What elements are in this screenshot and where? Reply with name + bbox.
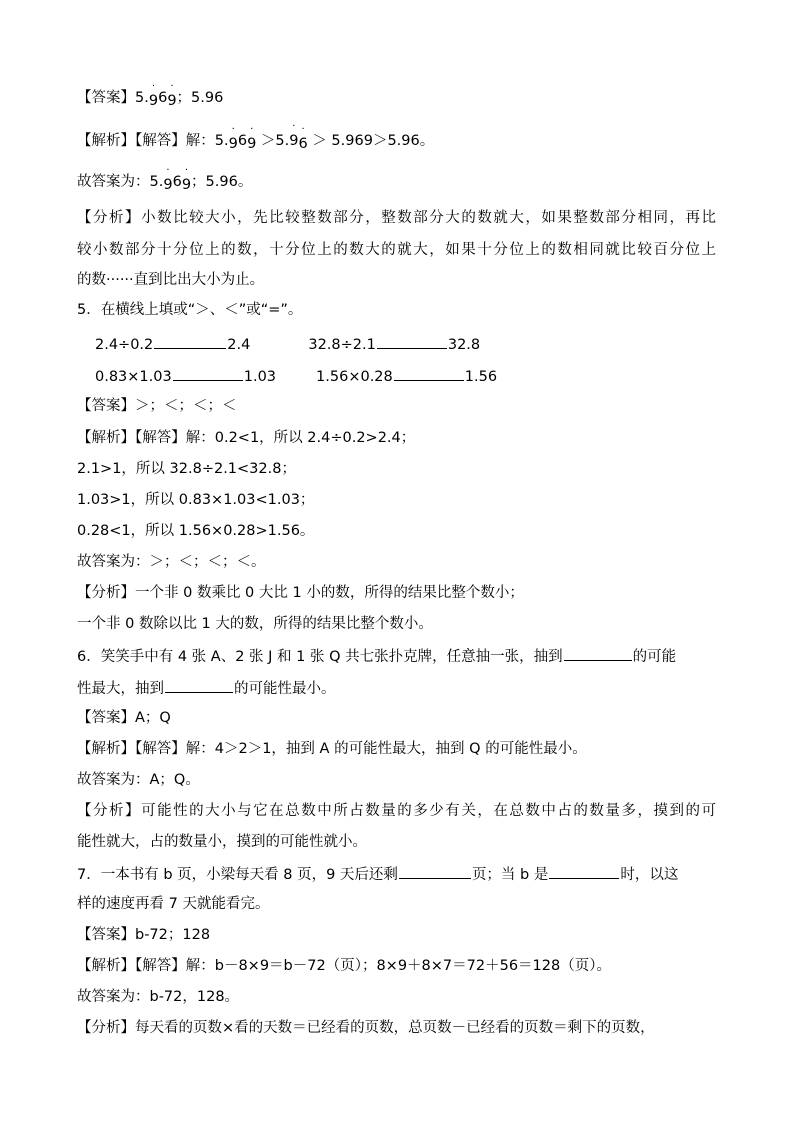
question-text: 5．在横线上填或“＞、＜”或“=”。	[77, 302, 303, 318]
explain-tag: 【解析】	[77, 958, 135, 974]
repeating-digit: · 9	[247, 124, 257, 152]
analysis-line	[77, 1018, 716, 1040]
answer-blank[interactable]	[154, 333, 226, 349]
answer-tag: 【答案】	[77, 398, 135, 414]
question-text: 时，以这	[620, 867, 679, 883]
question-6-line	[77, 645, 716, 667]
repeating-digit: · 9	[228, 124, 238, 152]
conclusion-text: ；5.96。	[191, 174, 253, 190]
analysis-tag: 【分析】	[77, 210, 142, 226]
answer-line	[77, 81, 716, 110]
analysis-line	[77, 208, 716, 230]
analysis-line	[77, 583, 716, 605]
question-5-row	[77, 333, 716, 355]
explanation-line	[77, 121, 716, 153]
repeating-digit: 6	[158, 90, 168, 106]
analysis-text: 可能性的大小与它在总数中所占数量的多少有关，在总数中占的数量多，摸到的可	[141, 803, 717, 819]
answer-line	[77, 925, 716, 947]
question-7-line	[77, 863, 716, 885]
conclusion-line	[77, 987, 716, 1009]
answer-tag: 【答案】	[77, 90, 135, 106]
explanation-line	[77, 739, 716, 761]
analysis-text: 能性就大，占的数量小，摸到的可能性就小。	[77, 834, 367, 850]
answer-blank[interactable]	[394, 365, 464, 381]
analysis-tag: 【分析】	[77, 803, 142, 819]
answer-value: b-72；128	[135, 927, 211, 943]
explanation-line	[77, 459, 716, 481]
analysis-tag: 【分析】	[77, 585, 135, 601]
answer-blank[interactable]	[173, 365, 243, 381]
explanation-line	[77, 428, 716, 450]
analysis-text: 每天看的页数×看的天数＝已经看的页数，总页数－已经看的页数＝剩下的页数，	[135, 1020, 655, 1036]
explanation-text: ＞ 5.969＞5.96。	[307, 133, 435, 149]
explanation-line	[77, 490, 716, 512]
question-text: 页；当 b 是	[471, 867, 549, 883]
explanation-line	[77, 956, 716, 978]
analysis-text: 较小数部分十分位上的数，十分位上的数大的就大，如果十分位上的数相同就比较百分位上	[77, 242, 716, 258]
repeating-digit: · 6	[298, 124, 308, 152]
explanation-text: 0.28<1，所以 1.56×0.28>1.56。	[77, 523, 315, 539]
question-text: 性最大，抽到	[77, 681, 164, 697]
conclusion-line	[77, 552, 716, 574]
expression: 1.56×0.28	[316, 369, 393, 385]
repeating-digit: · 9	[148, 81, 159, 109]
analysis-line	[77, 832, 716, 854]
expression: 2.4	[227, 337, 251, 353]
conclusion-text: 故答案为：A；Q。	[77, 772, 200, 788]
answer-blank[interactable]	[549, 863, 619, 879]
solve-tag: 【解答】	[135, 430, 186, 446]
explanation-text: 解：4＞2＞1，抽到 A 的可能性最大，抽到 Q 的可能性最小。	[185, 741, 587, 757]
question-text: 样的速度再看 7 天就能看完。	[77, 896, 270, 912]
expression: 32.8	[447, 337, 481, 353]
answer-blank[interactable]	[564, 645, 632, 661]
repeating-digit: · 9	[163, 165, 173, 193]
answer-tag: 【答案】	[77, 927, 135, 943]
expression: 1.03	[243, 369, 277, 385]
explanation-text: 1.03>1，所以 0.83×1.03<1.03；	[77, 492, 315, 508]
explanation-text: 解：0.2<1，所以 2.4÷0.2>2.4；	[185, 430, 416, 446]
question-6-line	[77, 677, 716, 699]
explain-tag: 【解析】	[77, 133, 135, 149]
repeating-digit: · 9	[289, 121, 299, 149]
answer-blank[interactable]	[165, 677, 233, 693]
explain-tag: 【解析】	[77, 430, 135, 446]
solve-tag: 【解答】	[135, 958, 186, 974]
conclusion-line	[77, 165, 716, 194]
analysis-line	[77, 614, 716, 636]
analysis-line	[77, 270, 716, 292]
solve-tag: 【解答】	[135, 133, 186, 149]
conclusion-text: 故答案为：＞；＜；＜；＜。	[77, 554, 266, 570]
answer-value: ＞；＜；＜；＜	[135, 398, 237, 414]
analysis-tag: 【分析】	[77, 1020, 135, 1036]
conclusion-text: 故答案为：b-72，128。	[77, 989, 240, 1005]
repeating-digit: · 9	[181, 165, 192, 193]
answer-value: A；Q	[135, 710, 171, 726]
conclusion-text: 故答案为：5.	[77, 174, 164, 190]
question-text: 6．笑笑手中有 4 张 A、2 张 J 和 1 张 Q 共七张扑克牌，任意抽一张，抽到	[77, 649, 563, 665]
solve-tag: 【解答】	[135, 741, 186, 757]
explanation-text: 解：5.	[185, 133, 229, 149]
analysis-line	[77, 240, 716, 262]
expression: 32.8÷2.1	[308, 337, 376, 353]
analysis-text: 的数······直到比出大小为止。	[77, 272, 265, 288]
repeating-digit: 6	[172, 174, 182, 190]
explain-tag: 【解析】	[77, 741, 135, 757]
question-text: 的可能性最小。	[234, 681, 336, 697]
expression: 0.83×1.03	[95, 369, 172, 385]
answer-tail: ；5.96	[176, 90, 224, 106]
question-7-line	[77, 894, 716, 916]
analysis-text: 一个非 0 数乘比 0 大比 1 小的数，所得的结果比整个数小；	[135, 585, 524, 601]
repeating-digit: 6	[237, 133, 248, 149]
explanation-text: 2.1>1，所以 32.8÷2.1<32.8；	[77, 461, 296, 477]
question-text: 的可能	[632, 649, 677, 665]
answer-blank[interactable]	[377, 333, 447, 349]
repeating-digit: · 9	[167, 81, 177, 109]
question-text: 7．一本书有 b 页，小梁每天看 8 页，9 天后还剩	[77, 867, 398, 883]
answer-line	[77, 396, 716, 418]
explanation-text: ＞5.	[256, 133, 290, 149]
analysis-text: 小数比较大小，先比较整数部分，整数部分大的数就大，如果整数部分相同，再比	[141, 210, 717, 226]
expression: 2.4÷0.2	[95, 337, 154, 353]
answer-tag: 【答案】	[77, 710, 135, 726]
question-5-title	[77, 300, 716, 322]
question-5-row	[77, 365, 716, 387]
analysis-text: 一个非 0 数除以比 1 大的数，所得的结果比整个数小。	[77, 616, 433, 632]
analysis-line	[77, 801, 716, 823]
answer-blank[interactable]	[399, 863, 471, 879]
answer-value: 5.	[135, 90, 149, 106]
explanation-text: 解：b－8×9＝b－72（页）；8×9＋8×7＝72＋56＝128（页）。	[185, 958, 611, 974]
expression: 1.56	[464, 369, 498, 385]
conclusion-line	[77, 770, 716, 792]
answer-line	[77, 708, 716, 730]
explanation-line	[77, 521, 716, 543]
